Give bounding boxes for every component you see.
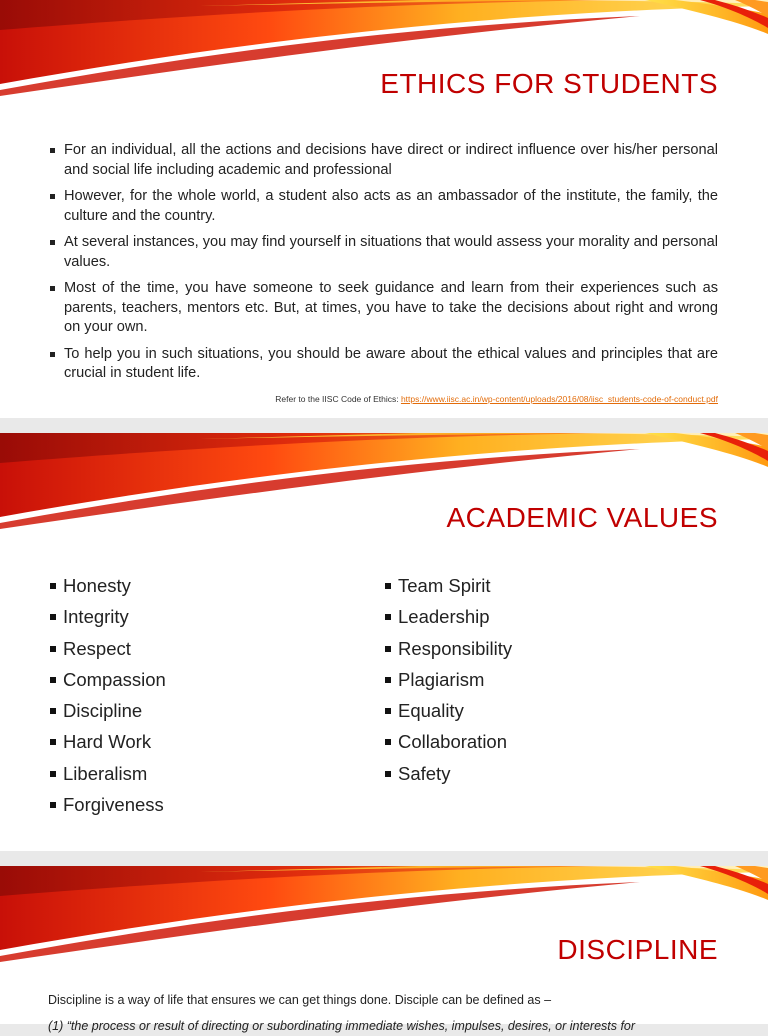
slide-academic-values — [0, 433, 768, 851]
definition-paragraph: (1) “the process or result of directing or subordinating immediate wishes, impulses, desires, or interests for — [48, 1019, 636, 1033]
slide-ethics-for-students — [0, 0, 768, 418]
value-item: Safety — [383, 761, 512, 792]
slide-title: ACADEMIC VALUES — [446, 502, 718, 533]
values-list-right — [383, 573, 512, 792]
value-item: Liberalism — [48, 761, 166, 792]
value-item: Plagiarism — [383, 667, 512, 698]
bullet-item: For an individual, all the actions and decisions have direct or indirect influence over his/her personal and social life including academic and professional — [48, 141, 718, 180]
reference-link[interactable]: https://www.iisc.ac.in/wp-content/uploads/2016/08/iisc_students-code-of-conduct.pdf — [400, 394, 718, 404]
bullet-item: However, for the whole world, a student also acts as an ambassador of the institute, the family, the culture and the country. — [48, 187, 718, 226]
value-item: Respect — [48, 636, 166, 667]
value-item: Hard Work — [48, 729, 166, 760]
body-paragraph: Discipline is a way of life that ensures we can get things done. Disciple can be defined as – — [48, 993, 552, 1007]
slide-title: DISCIPLINE — [557, 934, 718, 965]
reference-note — [275, 394, 718, 404]
value-item: Forgiveness — [48, 792, 166, 823]
value-item: Collaboration — [383, 729, 512, 760]
bullet-item: To help you in such situations, you should be aware about the ethical values and principles that are crucial in student life. — [48, 345, 718, 384]
value-item: Compassion — [48, 667, 166, 698]
value-item: Leadership — [383, 604, 512, 635]
value-item: Team Spirit — [383, 573, 512, 604]
bullet-item: At several instances, you may find yourself in situations that would assess your morality and personal values. — [48, 233, 718, 272]
value-item: Equality — [383, 698, 512, 729]
slide-title: ETHICS FOR STUDENTS — [380, 68, 718, 99]
values-list-left — [48, 573, 166, 823]
bullet-item: Most of the time, you have someone to seek guidance and learn from their experiences such as parents, teachers, mentors etc. But, at times, you have to take the decisions about right and wrong on your own. — [48, 279, 718, 338]
bullet-list — [48, 141, 718, 391]
value-item: Discipline — [48, 698, 166, 729]
value-item: Integrity — [48, 604, 166, 635]
slide-discipline — [0, 866, 768, 1033]
value-item: Honesty — [48, 573, 166, 604]
reference-label: Refer to the IISC Code of Ethics: — [275, 394, 401, 404]
value-item: Responsibility — [383, 636, 512, 667]
